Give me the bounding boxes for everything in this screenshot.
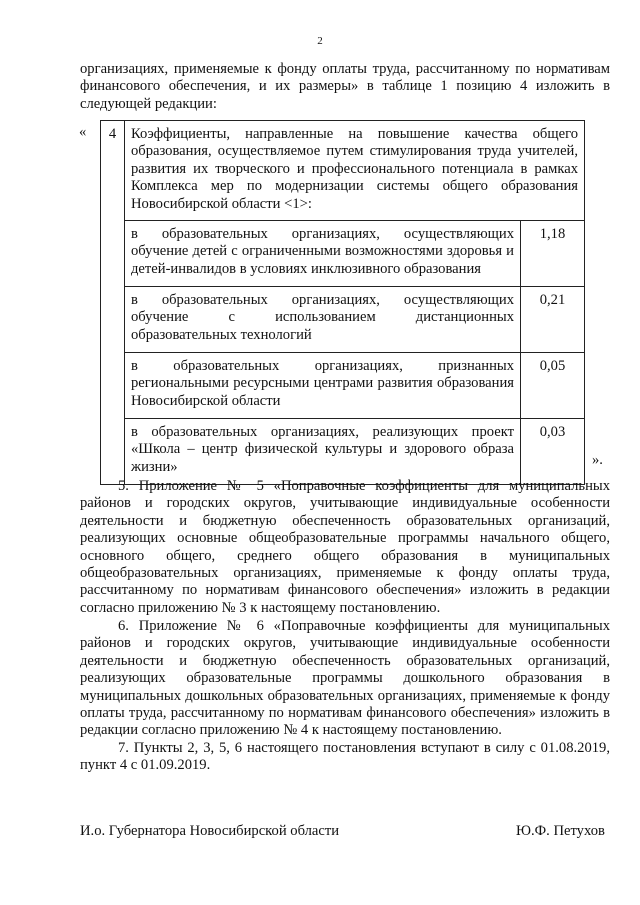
row-description: в образовательных организациях, осуществляющих обучение с использованием дистанционных образовательных технологий xyxy=(125,287,521,353)
position-number-cell: 4 xyxy=(101,121,125,485)
opening-quote: « xyxy=(79,124,87,140)
table-header-row xyxy=(101,121,585,221)
table-row xyxy=(101,353,585,419)
table-header-cell: Коэффициенты, направленные на повышение качества общего образования, осуществляемое путем стимулирования труда учителей, развития их творческого и профессионального потенциала в рамках Комплекса мер по модернизации системы общего образования Новосибирской области <1>: xyxy=(125,121,585,221)
row-value: 0,03 xyxy=(521,419,585,485)
row-description: в образовательных организациях, реализующих проект «Школа – центр физической культуры и здорового образа жизни» xyxy=(125,419,521,485)
table-row xyxy=(101,419,585,485)
intro-paragraph: организациях, применяемые к фонду оплаты труда, рассчитанному по нормативам финансового обеспечения, и их размеры» в таблице 1 позицию 4 изложить в следующей редакции: xyxy=(80,61,610,112)
signatory-name: Ю.Ф. Петухов xyxy=(516,823,605,839)
table-row xyxy=(101,287,585,353)
signatory-position: И.о. Губернатора Новосибирской области xyxy=(80,823,340,839)
row-description: в образовательных организациях, осуществляющих обучение детей с ограниченными возможностями здоровья и детей-инвалидов в условиях инклюзивного образования xyxy=(125,221,521,287)
row-description: в образовательных организациях, признанных региональными ресурсными центрами развития образования Новосибирской области xyxy=(125,353,521,419)
row-value: 0,21 xyxy=(521,287,585,353)
table-row xyxy=(101,221,585,287)
paragraph-6: 6. Приложение № 6 «Поправочные коэффициенты для муниципальных районов и городских округов, учитывающие индивидуальные особенности деятельности и бюджетную обеспеченность образовательных организаций, реализующих образовательные программы дошкольного образования в муниципальных дошкольных образовательных организациях, применяемые к фонду оплаты труда, рассчитанному по нормативам финансового обеспечения» изложить в редакции согласно приложению № 4 к настоящему постановлению. xyxy=(80,618,610,739)
closing-quote: ». xyxy=(592,452,603,468)
row-value: 0,05 xyxy=(521,353,585,419)
paragraph-7: 7. Пункты 2, 3, 5, 6 настоящего постановления вступают в силу с 01.08.2019, пункт 4 с 01.09.2019. xyxy=(80,740,610,774)
paragraph-5: 5. Приложение № 5 «Поправочные коэффициенты для муниципальных районов и городских округов, учитывающие индивидуальные особенности деятельности и бюджетную обеспеченность образовательных организаций, реализующих основные общеобразовательные программы начального общего, основного общего, среднего общего образования в муниципальных общеобразовательных организациях, применяемые к фонду оплаты труда, рассчитанному по нормативам финансового обеспечения» изложить в редакции согласно приложению № 3 к настоящему постановлению. xyxy=(80,478,610,616)
coefficients-table xyxy=(100,120,585,485)
row-value: 1,18 xyxy=(521,221,585,287)
page-number: 2 xyxy=(317,35,323,47)
